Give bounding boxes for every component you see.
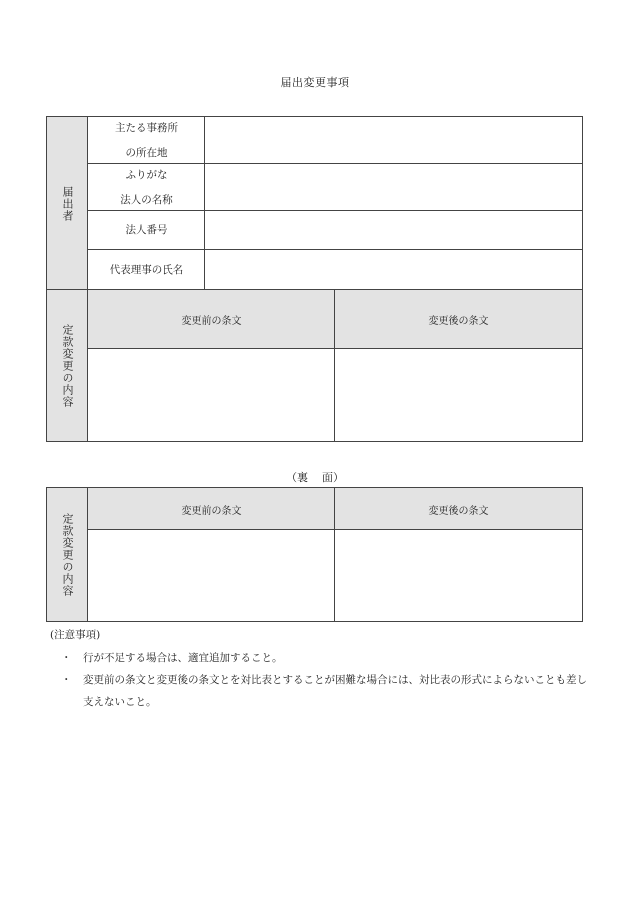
after-text-field[interactable] <box>335 349 582 441</box>
back-amendment-label: 定款変更の内容 <box>61 512 74 597</box>
notification-form-table <box>46 116 583 442</box>
representative-name-label <box>88 250 205 290</box>
grid-line <box>334 290 335 441</box>
back-before-header <box>88 488 335 530</box>
note-text: 変更前の条文と変更後の条文とを対比表とすることが困難な場合には、対比表の形式によらないことも差し支えないこと。 <box>83 674 587 708</box>
grid-line <box>88 249 582 250</box>
grid-line <box>47 289 582 290</box>
amendment-label-cell <box>47 290 88 441</box>
grid-line <box>88 348 582 349</box>
page-title: 届出変更事項 <box>280 76 350 89</box>
back-before-header-text: 変更前の条文 <box>181 505 242 517</box>
office-address-field[interactable] <box>205 117 582 164</box>
back-side-heading <box>0 469 630 485</box>
corporation-name-label <box>88 164 205 211</box>
back-amendment-label-cell <box>47 488 88 621</box>
back-side-heading-open: （裏 <box>286 471 308 484</box>
after-header-text: 変更後の条文 <box>428 316 489 327</box>
notifier-label: 届出者 <box>61 185 74 222</box>
before-header-text: 変更前の条文 <box>181 316 242 327</box>
note-item <box>50 647 590 669</box>
office-address-label-line2: の所在地 <box>125 146 168 159</box>
office-address-label-line1: 主たる事務所 <box>115 121 178 134</box>
grid-line <box>204 117 205 290</box>
back-after-header <box>335 488 582 530</box>
note-bullet: ・ <box>61 674 72 686</box>
note-item <box>50 669 590 713</box>
grid-line <box>87 488 88 621</box>
corporate-number-label <box>88 211 205 250</box>
back-side-heading-close: 面） <box>322 471 344 484</box>
note-text: 行が不足する場合は、適宜追加すること。 <box>83 652 283 664</box>
corporation-name-label-text: 法人の名称 <box>120 193 173 206</box>
corporate-number-label-text: 法人番号 <box>125 224 168 236</box>
furigana-label: ふりがな <box>125 168 168 181</box>
grid-line <box>88 163 582 164</box>
notifier-label-cell <box>47 117 88 290</box>
grid-line <box>87 117 88 441</box>
representative-name-field[interactable] <box>205 250 582 290</box>
back-before-text-field[interactable] <box>88 530 335 621</box>
grid-line <box>334 488 335 621</box>
after-header <box>335 290 582 349</box>
back-after-text-field[interactable] <box>335 530 582 621</box>
grid-line <box>88 529 582 530</box>
representative-name-label-text: 代表理事の氏名 <box>109 263 184 276</box>
back-amendment-table <box>46 487 583 622</box>
corporation-name-field[interactable] <box>205 164 582 211</box>
notes-heading: (注意事項) <box>50 629 101 641</box>
amendment-label: 定款変更の内容 <box>61 323 74 408</box>
before-header <box>88 290 335 349</box>
note-bullet: ・ <box>61 652 72 664</box>
grid-line <box>88 210 582 211</box>
corporate-number-field[interactable] <box>205 211 582 250</box>
back-after-header-text: 変更後の条文 <box>428 505 489 517</box>
before-text-field[interactable] <box>88 349 335 441</box>
office-address-label <box>88 117 205 164</box>
notes-section <box>50 624 590 713</box>
